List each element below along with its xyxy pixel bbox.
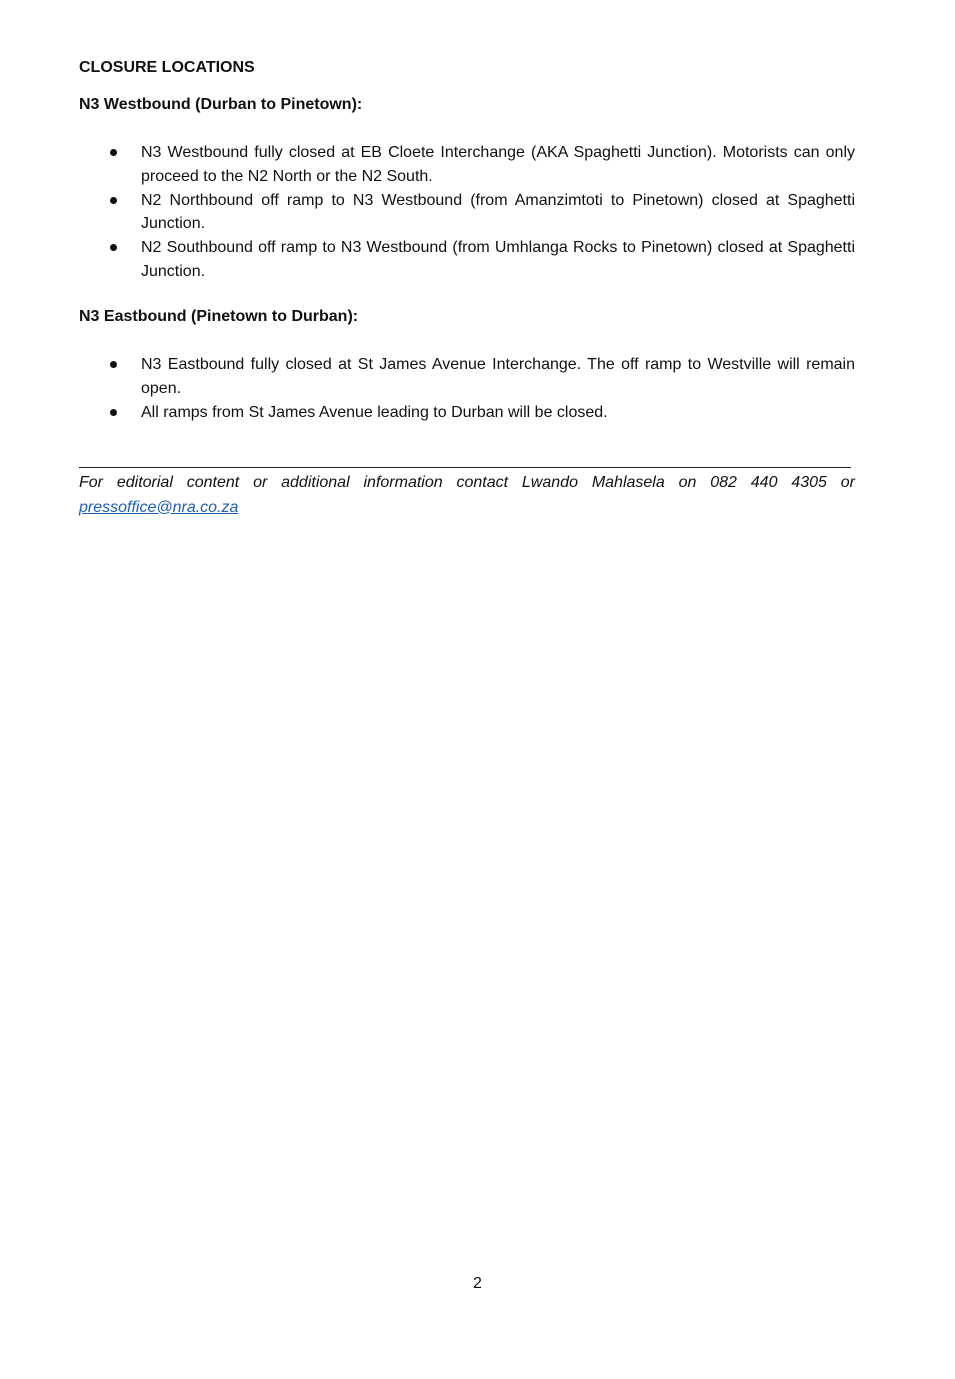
list-item-text: N2 Southbound off ramp to N3 Westbound (from Umhlanga Rocks to Pinetown) closed at Spaghetti Junction. (141, 239, 855, 280)
list-item (79, 353, 855, 400)
footer-divider (79, 467, 851, 468)
footer-contact-note (79, 471, 855, 520)
closure-locations-heading: CLOSURE LOCATIONS (79, 59, 255, 76)
list-item-text: N2 Northbound off ramp to N3 Westbound (from Amanzimtoti to Pinetown) closed at Spaghetti Junction. (141, 191, 855, 232)
press-office-email-link[interactable]: pressoffice@nra.co.za (79, 498, 239, 516)
list-item-text: All ramps from St James Avenue leading to Durban will be closed. (141, 403, 608, 421)
bullet-icon (110, 409, 117, 416)
bullet-icon (110, 244, 117, 251)
bullet-icon (110, 197, 117, 204)
bullet-icon (110, 149, 117, 156)
eastbound-heading: N3 Eastbound (Pinetown to Durban): (79, 308, 359, 325)
list-item (79, 236, 855, 283)
eastbound-closure-list (79, 353, 855, 425)
list-item (79, 141, 855, 188)
westbound-heading: N3 Westbound (Durban to Pinetown): (79, 96, 363, 113)
westbound-closure-list (79, 141, 855, 284)
list-item-text: N3 Eastbound fully closed at St James Avenue Interchange. The off ramp to Westville will remain open. (141, 356, 855, 397)
footer-contact-text: For editorial content or additional information contact Lwando Mahlasela on 082 440 4305 or (79, 474, 855, 491)
list-item (79, 401, 855, 425)
page-number: 2 (473, 1275, 482, 1292)
list-item (79, 189, 855, 236)
list-item-text: N3 Westbound fully closed at EB Cloete Interchange (AKA Spaghetti Junction). Motorists can only proceed to the N2 North or the N2 South. (141, 144, 855, 185)
bullet-icon (110, 361, 117, 368)
